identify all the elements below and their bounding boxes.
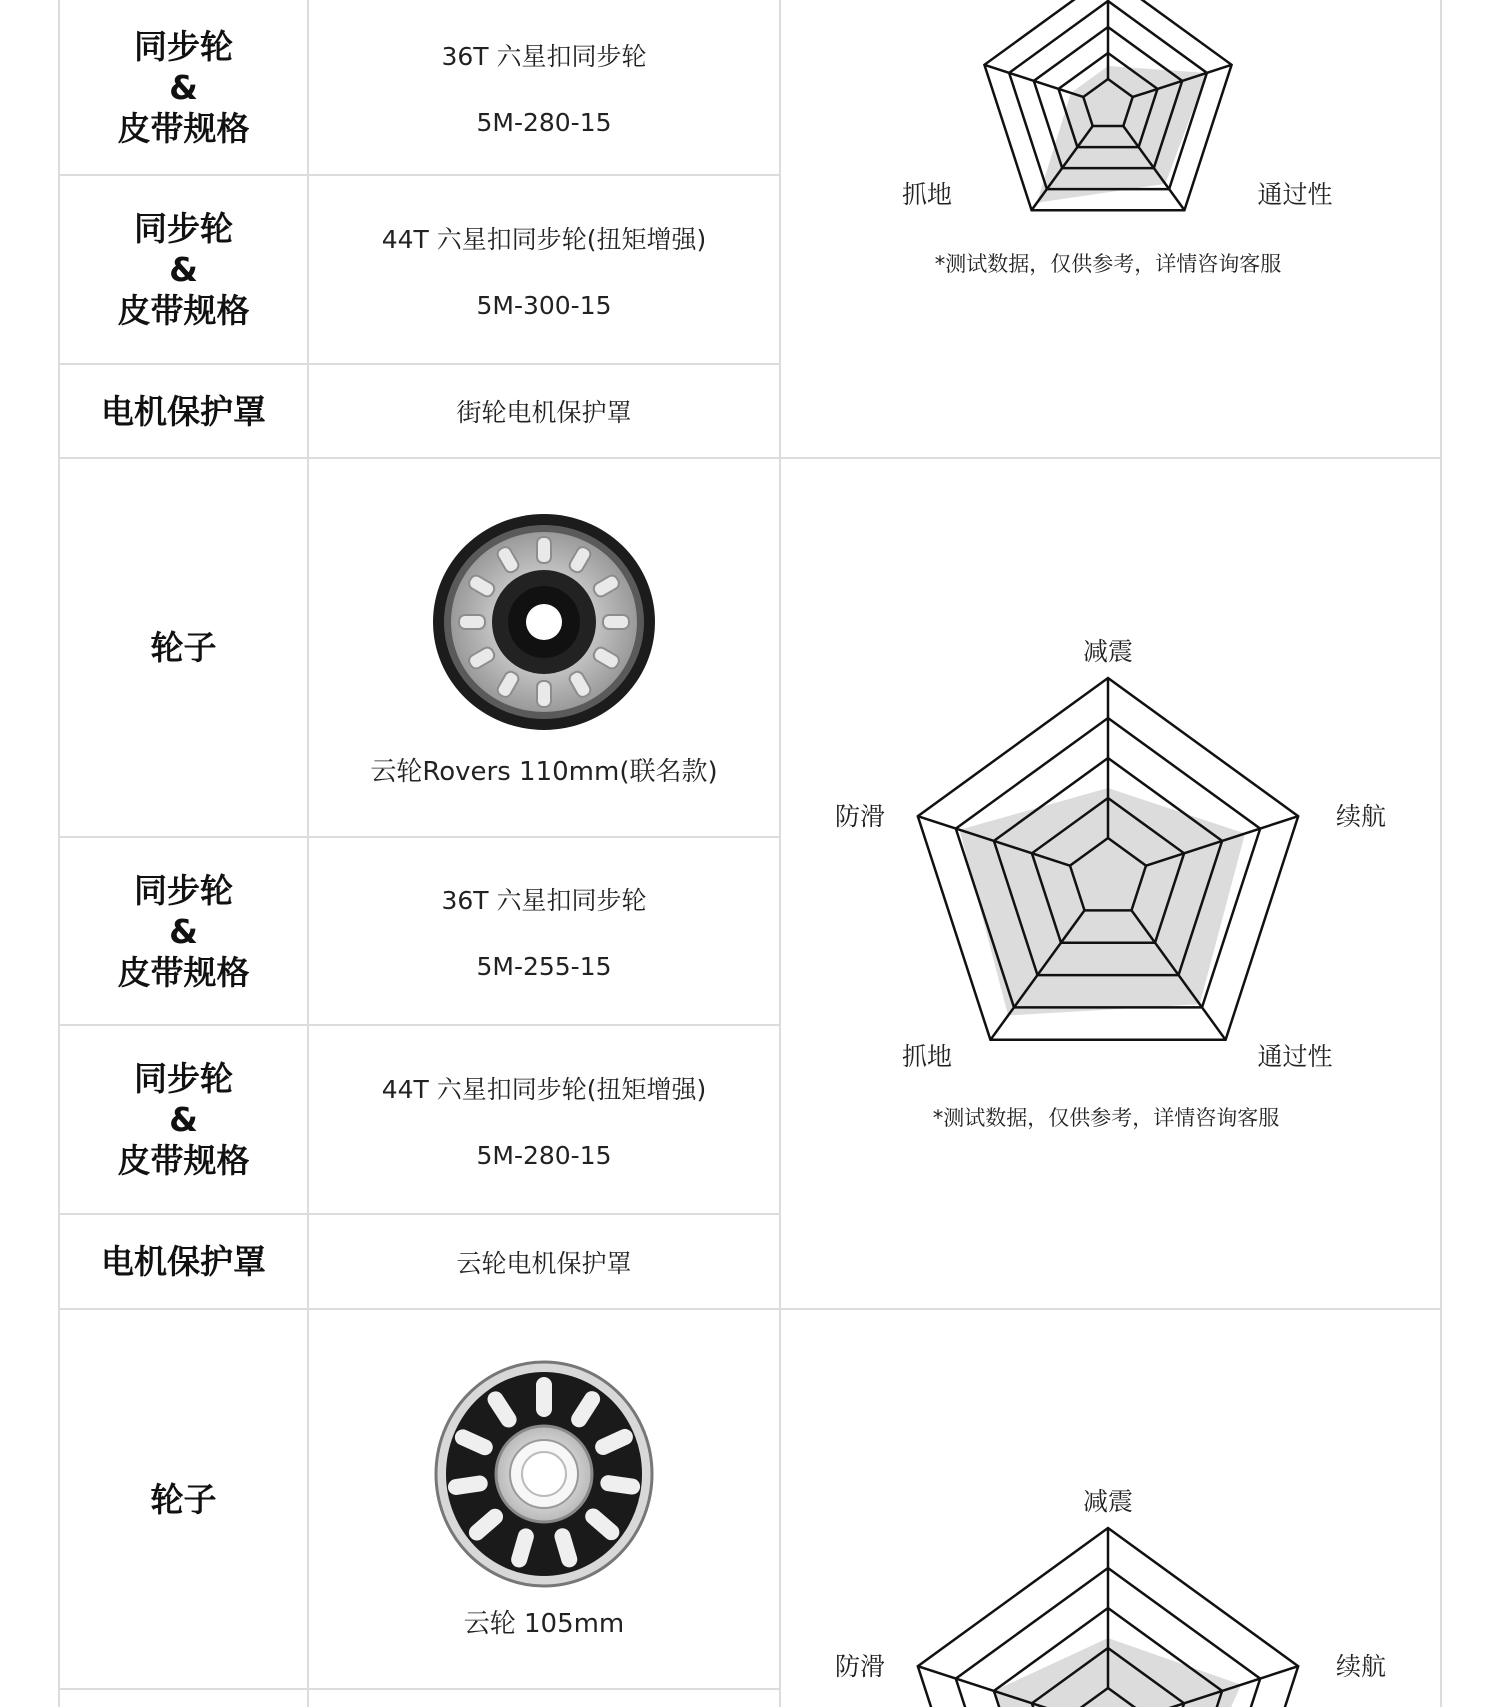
label-line: & <box>169 911 198 951</box>
spec-value: 5M-300-15 <box>476 290 612 320</box>
spec-value: 44T 六星扣同步轮(扭矩增强) <box>381 224 707 254</box>
radar-axis-label: 抓地 <box>901 1042 953 1071</box>
spec-label <box>151 1479 217 1520</box>
label-line: 同步轮 <box>134 209 233 248</box>
label-line: 皮带规格 <box>117 291 250 330</box>
spec-label <box>151 627 217 668</box>
radar-axis-label: 防滑 <box>834 1652 886 1681</box>
spec-value: 云轮电机保护罩 <box>456 1248 632 1278</box>
label-line: 轮子 <box>150 628 217 667</box>
radar-axis-label: 续航 <box>1335 1652 1387 1681</box>
label-line: & <box>169 1100 198 1139</box>
spec-value-cell <box>309 1026 779 1213</box>
wheel-image-cell <box>309 1310 779 1688</box>
wheel-cloud-image <box>429 1359 659 1589</box>
spec-label-cell <box>60 1310 307 1688</box>
wheel-caption: 云轮 105mm <box>463 1608 625 1639</box>
spec-label-cell <box>60 459 307 836</box>
radar-axis-label: 防滑 <box>834 802 886 831</box>
spec-value: 44T 六星扣同步轮(扭矩增强) <box>381 1074 707 1104</box>
spec-value: 36T 六星扣同步轮 <box>441 42 647 71</box>
radar-axis-label: 减震 <box>1082 1487 1134 1516</box>
radar-axis-label: 减震 <box>1082 637 1134 666</box>
label-line: & <box>169 67 198 107</box>
spec-value: 5M-280-15 <box>476 1140 612 1170</box>
spec-value: 5M-255-15 <box>476 952 612 981</box>
radar-axis-label: 续航 <box>1335 802 1387 831</box>
label-line: 电机保护罩 <box>101 1242 266 1281</box>
wheel-rovers-image <box>429 507 659 737</box>
label-line: & <box>169 250 198 289</box>
spec-value-cell <box>309 838 779 1024</box>
spec-value-cell <box>309 1215 779 1308</box>
label-line: 皮带规格 <box>117 952 250 992</box>
spec-label-cell <box>60 838 307 1024</box>
radar-note: *测试数据，仅供参考，详情咨询客服 <box>932 1106 1280 1130</box>
label-line: 同步轮 <box>134 1059 233 1098</box>
label-line: 轮子 <box>150 1479 217 1519</box>
spec-label <box>118 870 250 993</box>
label-line: 电机保护罩 <box>101 391 266 431</box>
label-line: 皮带规格 <box>117 1141 250 1180</box>
radar-note: *测试数据，仅供参考，详情咨询客服 <box>934 252 1282 276</box>
radar-axis-label: 抓地 <box>901 180 953 209</box>
wheel-caption: 云轮Rovers 110mm(联名款) <box>370 757 718 787</box>
radar-axis-label: 通过性 <box>1257 180 1333 209</box>
spec-label-cell <box>60 1215 307 1308</box>
spec-value: 街轮电机保护罩 <box>456 398 632 427</box>
label-line: 同步轮 <box>134 870 233 910</box>
spec-value: 36T 六星扣同步轮 <box>441 886 647 915</box>
radar-axis-label: 通过性 <box>1257 1042 1333 1071</box>
spec-label-cell <box>60 1026 307 1213</box>
spec-label <box>101 1241 266 1282</box>
spec-value: 5M-280-15 <box>476 108 612 137</box>
spec-label <box>118 1058 250 1181</box>
wheel-image-cell <box>309 459 779 836</box>
label-line: 同步轮 <box>134 26 233 66</box>
label-line: 皮带规格 <box>117 108 250 148</box>
